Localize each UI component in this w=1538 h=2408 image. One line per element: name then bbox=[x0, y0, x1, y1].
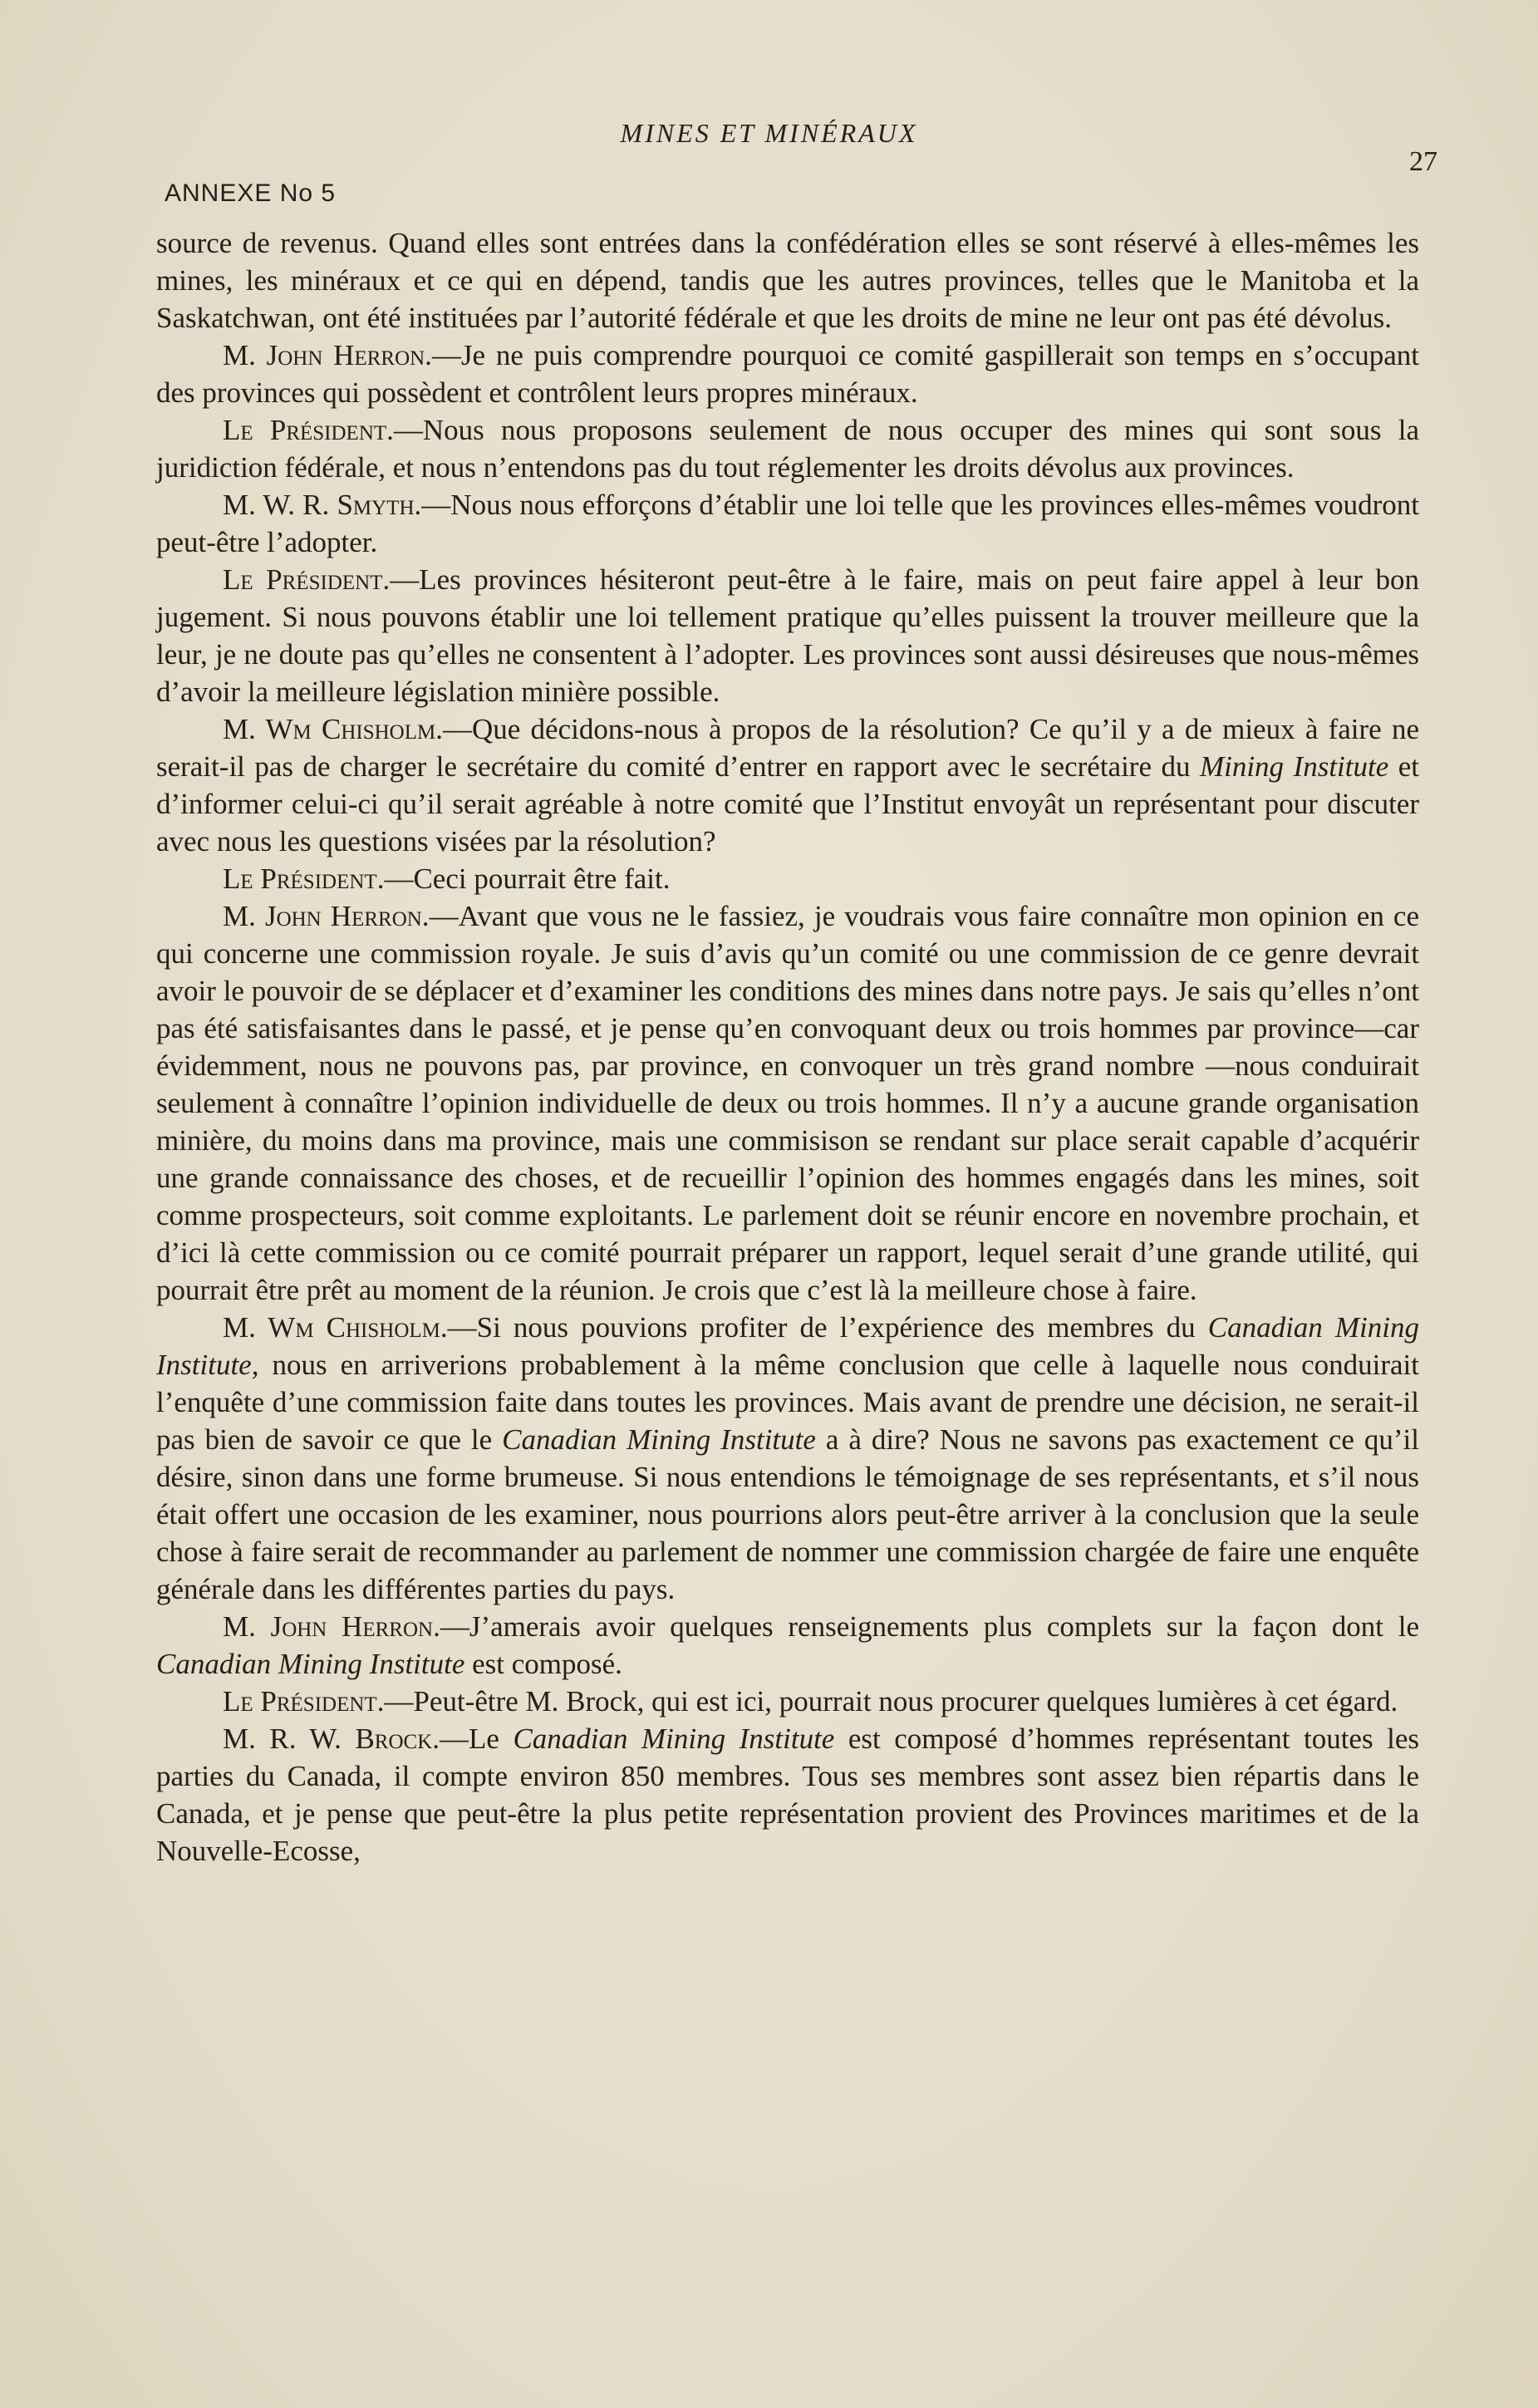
paragraph bbox=[156, 1309, 1419, 1608]
paragraph-text: a à dire? Nous ne savons pas exactement ce qu’il désire, sinon dans une forme brumeuse. Si nous entendions le témoignage de ses représentants, et s’il nous était offert une occasion de les examiner, nous pourrions alors peut-être arriver à la conclusion que la seule chose à faire serait de recommander au parlement de nommer une commission chargée de faire une enquête générale dans les différentes parties du pays. bbox=[156, 1423, 1419, 1605]
paragraph-text: —Ceci pourrait être fait. bbox=[384, 862, 671, 895]
speaker-name: Le Président. bbox=[223, 563, 391, 596]
paragraph bbox=[156, 411, 1419, 486]
paragraph bbox=[156, 486, 1419, 561]
paragraph-text: source de revenus. Quand elles sont entrées dans la confédération elles se sont réservé à elles-mêmes les mines, les minéraux et ce qui en dépend, tandis que les autres provinces, telles que le Manitoba et la Saskatchwan, ont été instituées par l’autorité fédérale et que les droits de mine ne leur ont pas été dévolus. bbox=[156, 227, 1419, 334]
paragraph bbox=[156, 224, 1419, 337]
paragraph-text: et d’informer celui-ci qu’il serait agréable à notre comité que l’Institut envoyât un représentant pour discuter avec nous les questions visées par la résolution? bbox=[156, 750, 1419, 858]
paragraph bbox=[156, 1608, 1419, 1683]
speaker-name: M. John Herron. bbox=[223, 1610, 440, 1643]
paragraph-text: est composé d’hommes représentant toutes les parties du Canada, il compte environ 850 membres. Tous ses membres sont assez bien répartis dans le Canada, et je pense que peut-être la plus petite représentation provient des Provinces maritimes et de la Nouvelle-Ecosse, bbox=[156, 1722, 1419, 1867]
italic-title: Canadian Mining Institute bbox=[502, 1423, 816, 1456]
paragraph bbox=[156, 1720, 1419, 1870]
speaker-name: M. Wm Chisholm. bbox=[223, 1311, 448, 1344]
speaker-name: M. W. R. Smyth. bbox=[223, 489, 422, 521]
paragraph bbox=[156, 860, 1419, 897]
paragraph-text: —Nous nous efforçons d’établir une loi telle que les provinces elles-mêmes voudront peut-être l’adopter. bbox=[156, 489, 1419, 558]
paragraph-text: —Je ne puis comprendre pourquoi ce comité gaspillerait son temps en s’occupant des provinces qui possèdent et contrôlent leurs propres minéraux. bbox=[156, 339, 1419, 409]
paragraph-text: —J’amerais avoir quelques renseignements plus complets sur la façon dont le bbox=[440, 1610, 1419, 1643]
speaker-name: M. R. W. Brock. bbox=[223, 1722, 440, 1755]
paragraph bbox=[156, 710, 1419, 860]
paragraph-text: est composé. bbox=[464, 1648, 622, 1680]
paragraph-text: —Que décidons-nous à propos de la résolution? Ce qu’il y a de mieux à faire ne serait-il pas de charger le secrétaire du comité d’entrer en rapport avec le secrétaire du bbox=[156, 713, 1419, 783]
speaker-name: M. John Herron. bbox=[223, 900, 430, 932]
italic-title: Canadian Mining Institute bbox=[513, 1722, 835, 1755]
paragraph-text: —Peut-être M. Brock, qui est ici, pourrait nous procurer quelques lumières à cet égard. bbox=[384, 1685, 1398, 1718]
paragraph-text: —Avant que vous ne le fassiez, je voudrais vous faire connaître mon opinion en ce qui concerne une commission royale. Je suis d’avis qu’un comité ou une commission de ce genre devrait avoir le pouvoir de se déplacer et d’examiner les conditions des mines dans notre pays. Je sais qu’elles n’ont pas été satisfaisantes dans le passé, et je pense qu’en convoquant deux ou trois hommes par province—car évidemment, nous ne pouvons pas, par province, en convoquer un très grand nombre —nous conduirait seulement à connaître l’opinion individuelle de deux ou trois hommes. Il n’y a aucune grande organisation minière, du moins dans ma province, mais une commisison se rendant sur place serait capable d’acquérir une grande connaissance des choses, et de recueillir l’opinion des hommes engagés dans les mines, soit comme prospecteurs, soit comme exploitants. Le parlement doit se réunir encore en novembre prochain, et d’ici là cette commission ou ce comité pourrait préparer un rapport, lequel serait d’une grande utilité, qui pourrait être prêt au moment de la réunion. Je crois que c’est là la meilleure chose à faire. bbox=[156, 900, 1419, 1306]
speaker-name: Le Président. bbox=[223, 862, 385, 895]
paragraph-text: —Le bbox=[440, 1722, 513, 1755]
paragraph bbox=[156, 561, 1419, 710]
italic-title: Mining Institute bbox=[1199, 750, 1389, 783]
italic-title: Canadian Mining Institute, bbox=[156, 1311, 1419, 1381]
paragraph-text: —Nous nous proposons seulement de nous occuper des mines qui sont sous la juridiction fédérale, et nous n’entendons pas du tout réglementer les droits dévolus aux provinces. bbox=[156, 414, 1419, 484]
running-title: MINES ET MINÉRAUX bbox=[620, 118, 918, 148]
paragraph-text: —Les provinces hésiteront peut-être à le faire, mais on peut faire appel à leur bon jugement. Si nous pouvons établir une loi tellement pratique qu’elles puissent la trouver meilleure que la leur, je ne doute pas qu’elles ne consentent à l’adopter. Les provinces sont aussi désireuses que nous-mêmes d’avoir la meilleure législation minière possible. bbox=[156, 563, 1419, 708]
italic-title: Canadian Mining Institute bbox=[156, 1648, 465, 1680]
speaker-name: M. Wm Chisholm. bbox=[223, 713, 443, 745]
speaker-name: Le Président. bbox=[223, 1685, 385, 1718]
speaker-name: M. John Herron. bbox=[223, 339, 432, 371]
paragraph-text: —Si nous pouvions profiter de l’expérience des membres du bbox=[447, 1311, 1208, 1344]
paragraph-text: nous en arriverions probablement à la même conclusion que celle à laquelle nous conduirait l’enquête d’une commission faite dans toutes les provinces. Mais avant de prendre une décision, ne serait-il pas bien de savoir ce que le bbox=[156, 1349, 1419, 1456]
speaker-name: Le Président. bbox=[223, 414, 394, 446]
paragraph bbox=[156, 1683, 1419, 1720]
body-text bbox=[156, 224, 1419, 1870]
page-number: 27 bbox=[1409, 146, 1437, 177]
paragraph bbox=[156, 337, 1419, 411]
annex-label: ANNEXE No 5 bbox=[165, 179, 337, 207]
paragraph bbox=[156, 897, 1419, 1309]
